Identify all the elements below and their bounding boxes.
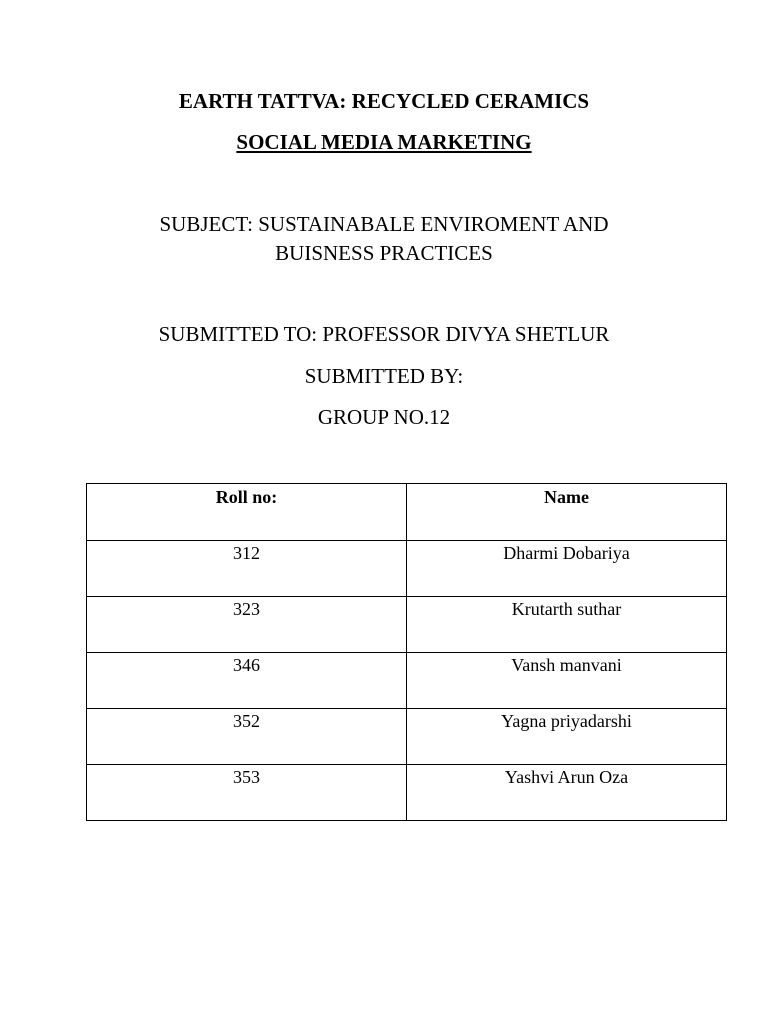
submitted-to: SUBMITTED TO: PROFESSOR DIVYA SHETLUR	[158, 322, 610, 346]
roll-no-cell: 346	[87, 653, 407, 709]
submitted-by: SUBMITTED BY:	[304, 364, 464, 388]
table-row	[87, 541, 727, 597]
name-cell: Dharmi Dobariya	[407, 541, 727, 597]
roll-no-cell: 312	[87, 541, 407, 597]
table-row	[87, 653, 727, 709]
subject-line-1: SUBJECT: SUSTAINABALE ENVIROMENT AND	[159, 212, 609, 236]
subject-line-2: BUISNESS PRACTICES	[275, 241, 493, 265]
header-roll-no: Roll no:	[87, 484, 407, 541]
table-row	[87, 765, 727, 821]
document-title: EARTH TATTVA: RECYCLED CERAMICS	[178, 89, 590, 113]
roll-no-cell: 352	[87, 709, 407, 765]
roll-no-cell: 323	[87, 597, 407, 653]
group-number: GROUP NO.12	[317, 405, 451, 429]
name-cell: Yashvi Arun Oza	[407, 765, 727, 821]
roll-no-cell: 353	[87, 765, 407, 821]
name-cell: Krutarth suthar	[407, 597, 727, 653]
header-name: Name	[407, 484, 727, 541]
table-row	[87, 597, 727, 653]
table-header-row	[87, 484, 727, 541]
name-cell: Vansh manvani	[407, 653, 727, 709]
table-row	[87, 709, 727, 765]
members-table	[86, 483, 727, 821]
name-cell: Yagna priyadarshi	[407, 709, 727, 765]
document-subtitle: SOCIAL MEDIA MARKETING	[236, 130, 532, 154]
